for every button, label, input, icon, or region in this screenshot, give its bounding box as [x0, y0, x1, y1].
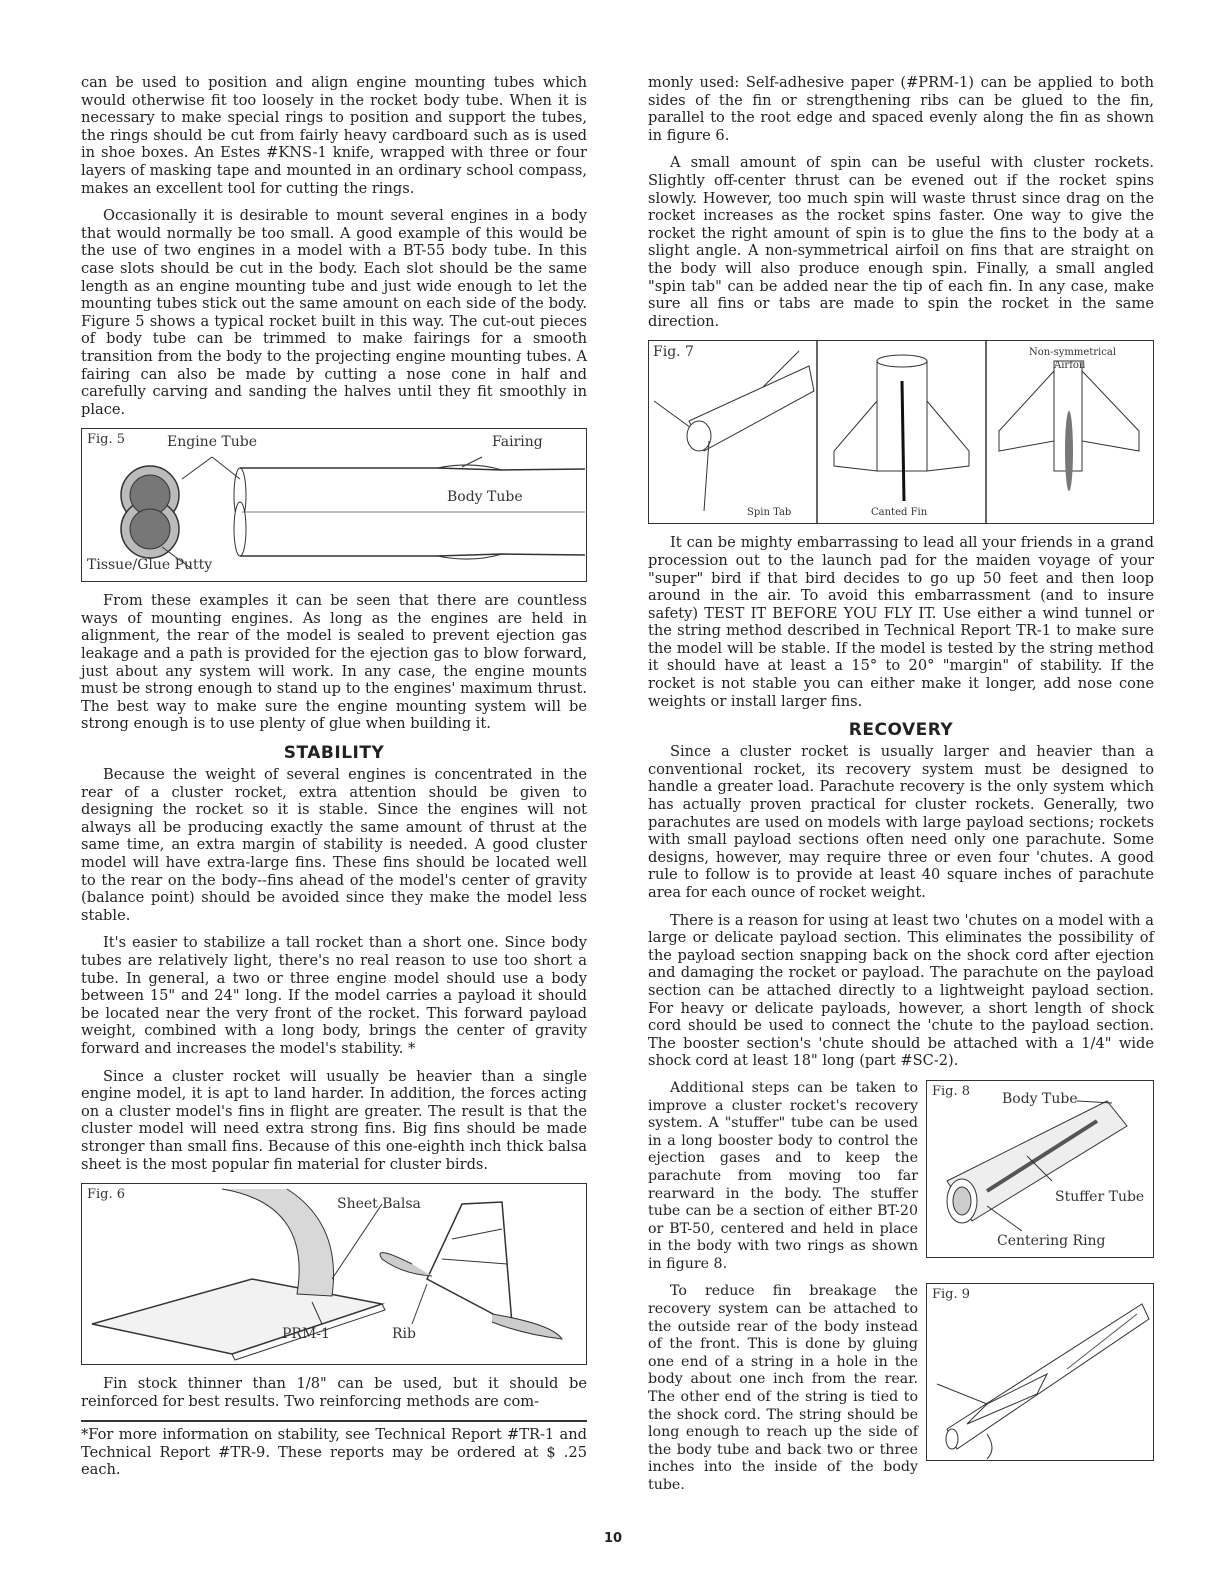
- paragraph: There is a reason for using at least two 'chutes on a model with a large or delicate payload section. This eliminates the possibility of the payload section snapping back on the shock cord after ejection and damaging the rocket or payload. The parachute on the payload section can be attached directly to a lightweight payload section. For heavy or delicate payloads, however, a short length of shock cord should be used to connect the 'chute to the payload section. The booster section's 'chute should be attached with a 1/4" wide shock cord at least 18" long (part #SC-2).: [648, 911, 1154, 1070]
- paragraph: It can be mighty embarrassing to lead all your friends in a grand procession out to the launch pad for the maiden voyage of your "super" bird if that bird decides to go up 50 feet and then loop around in the air. To avoid this embarrassment (and to insure safety) TEST IT BEFORE YOU FLY IT. Use either a wind tunnel or the string method described in Technical Report TR-1 to make sure the model will be stable. If the model is tested by the string method it should have at least a 15° to 20° "margin" of stability. If the rocket is not stable you can either make it longer, add nose cone weights or install larger fins.: [648, 534, 1154, 710]
- centering-ring-label: Centering Ring: [997, 1232, 1106, 1249]
- figure-8: [926, 1080, 1154, 1258]
- left-column: [81, 74, 587, 1489]
- paragraph: To reduce fin breakage the recovery system can be attached to the outside rear of the body instead of the front. This is done by gluing one end of a string in a hole in the body about one inch from the rear. The other end of the string is tied to the shock cord. The string should be long enough to reach up the side of the body tube and back two or three inches into the inside of the body tube.: [648, 1283, 918, 1493]
- paragraph: Since a cluster rocket will usually be heavier than a single engine model, it is apt to land harder. In addition, the forces acting on a cluster model's fins in flight are greater. The result is that the cluster model will need extra strong fins. Big fins should be made stronger than small fins. Because of this one-eighth inch thick balsa sheet is the most popular fin material for cluster birds.: [81, 1067, 587, 1173]
- spin-tab-label: Spin Tab: [747, 507, 792, 519]
- figure-9-label: Fig. 9: [932, 1287, 971, 1303]
- figure-5: [81, 428, 587, 582]
- body-tube-label: Body Tube: [447, 489, 523, 506]
- figure-6: [81, 1183, 587, 1365]
- paragraph: can be used to position and align engine mounting tubes which would otherwise fit too loosely in the rocket body tube. When it is necessary to make special rings to position and support the tubes, the rings should be cut from fairly heavy cardboard such as is used in shoe boxes. An Estes #KNS-1 knife, wrapped with three or four layers of masking tape and mounted in an ordinary school compass, makes an excellent tool for cutting the rings.: [81, 74, 587, 197]
- fig9-row: [648, 1283, 1154, 1504]
- heading-recovery: RECOVERY: [848, 720, 954, 741]
- footnote: *For more information on stability, see Technical Report #TR-1 and Technical Report #TR-9. These reports may be ordered at $ .25 each.: [81, 1426, 587, 1479]
- body-tube-label: Body Tube: [1002, 1090, 1078, 1107]
- paragraph: Since a cluster rocket is usually larger and heavier than a conventional rocket, its recovery system must be designed to handle a greater load. Parachute recovery is the only system which has actually proven practical for cluster rockets. Generally, two parachutes are used on models with large payload sections; rockets with small payload sections often need only one parachute. Some designs, however, may require three or even four 'chutes. A good rule to follow is to provide at least 40 square inches of parachute area for each ounce of rocket weight.: [648, 743, 1154, 901]
- canted-fin-label: Canted Fin: [871, 507, 928, 519]
- rib-label: Rib: [392, 1326, 416, 1343]
- putty-label: Tissue/Glue Putty: [87, 557, 213, 574]
- footnote-rule: [81, 1420, 587, 1422]
- figure-5-label: Fig. 5: [87, 432, 126, 448]
- airfoil-label-1: Non-symmetrical: [1029, 347, 1117, 359]
- stuffer-tube-label: Stuffer Tube: [1055, 1188, 1145, 1205]
- prm-label: PRM-1: [282, 1326, 330, 1343]
- figure-9: [926, 1283, 1154, 1461]
- figure-9-drawing: [927, 1284, 1153, 1460]
- figure-7: [648, 340, 1154, 524]
- page-number: 10: [604, 1531, 623, 1546]
- figure-8-label: Fig. 8: [932, 1083, 971, 1099]
- heading-stability: STABILITY: [283, 743, 385, 764]
- fairing-label: Fairing: [492, 434, 543, 451]
- paragraph: Additional steps can be taken to improve a cluster rocket's recovery system. A "stuffer" tube can be used in a long booster body to control the ejection gases and to keep the parachute from moving too far rearward in the body. The stuffer tube can be a section of either BT-20 or BT-50, centered and held in place in the body with two rings as shown in figure 8.: [648, 1079, 918, 1272]
- paragraph: From these examples it can be seen that there are countless ways of mounting engines. As long as the engines are held in alignment, the rear of the model is sealed to prevent ejection gas leakage and a path is provided for the ejection gas to blow forward, just about any system will work. In any case, the engine mounts must be strong enough to stand up to the engines' maximum thrust. The best way to make sure the engine mounting system will be strong enough is to use plenty of glue when building it.: [81, 592, 587, 733]
- paragraph: Because the weight of several engines is concentrated in the rear of a cluster rocket, extra attention should be given to designing the rocket so it is stable. Since the engines will not always all be producing exactly the same amount of thrust at the same time, an extra margin of stability is needed. A good cluster model will have extra-large fins. These fins should be located well to the rear on the body--fins ahead of the model's center of gravity (balance point) should be avoided since they make the model less stable.: [81, 766, 587, 924]
- paragraph: monly used: Self-adhesive paper (#PRM-1) can be applied to both sides of the fin or strengthening ribs can be glued to the fin, parallel to the root edge and spaced evenly along the fin as shown in figure 6.: [648, 74, 1154, 144]
- fig8-row: [648, 1080, 1154, 1284]
- right-column: [648, 74, 1154, 1505]
- paragraph: Occasionally it is desirable to mount several engines in a body that would normally be too small. A good example of this would be the use of two engines in a model with a BT-55 body tube. In this case slots should be cut in the body. Each slot should be the same length as an engine mounting tube and just wide enough to let the mounting tubes stick out the same amount on each side of the body. Figure 5 shows a typical rocket built in this way. The cut-out pieces of body tube can be trimmed to make fairings for a smooth transition from the body to the projecting engine mounting tubes. A fairing can also be made by cutting a nose cone in half and carefully carving and sanding the halves until they fit smoothly in place.: [81, 207, 587, 418]
- sheet-balsa-label: Sheet Balsa: [337, 1196, 421, 1213]
- figure-6-label: Fig. 6: [87, 1187, 126, 1203]
- airfoil-label-2: Airfoil: [1054, 360, 1086, 372]
- engine-tube-label: Engine Tube: [167, 434, 258, 451]
- paragraph: Fin stock thinner than 1/8" can be used, but it should be reinforced for best results. Two reinforcing methods are com-: [81, 1375, 587, 1410]
- figure-8-drawing: [927, 1081, 1153, 1257]
- figure-7-label: Fig. 7: [653, 344, 694, 361]
- paragraph: A small amount of spin can be useful with cluster rockets. Slightly off-center thrust can be evened out if the rocket spins slowly. However, too much spin will waste thrust since drag on the rocket increases as the rocket spins faster. One way to give the rocket the right amount of spin is to glue the fins to the body at a slight angle. A non-symmetrical airfoil on fins that are straight on the body will also produce enough spin. Finally, a small angled "spin tab" can be added near the tip of each fin. In any case, make sure all fins or tabs are made to spin the rocket in the same direction.: [648, 154, 1154, 330]
- paragraph: It's easier to stabilize a tall rocket than a short one. Since body tubes are relatively light, there's no real reason to use too short a tube. In general, a two or three engine model should use a body between 15" and 24" long. If the model carries a payload it should be located near the very front of the rocket. This forward payload weight, combined with a long body, brings the center of gravity forward and increases the model's stability. *: [81, 934, 587, 1057]
- figure-6-drawing: [82, 1184, 585, 1364]
